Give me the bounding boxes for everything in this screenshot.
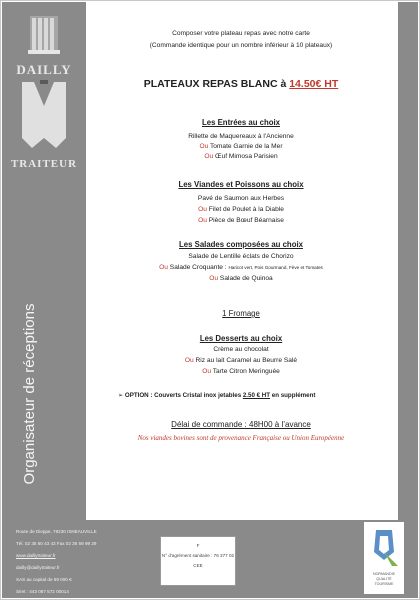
ou-label: Ou — [198, 206, 207, 213]
cert-line-3: CEE — [193, 563, 203, 568]
salade-item-2-text: Salade Croquante : — [169, 264, 229, 271]
entree-item-2-text: Tomate Garnie de la Mer — [209, 143, 283, 150]
address: Route de Dieppe, 76230 ISNEAUVILLE — [16, 529, 97, 534]
entree-item-3-text: Œuf Mimosa Parisien — [214, 153, 278, 160]
ou-label: Ou — [184, 357, 194, 364]
quality-line-3: TOURISME — [374, 582, 394, 586]
ou-label: Ou — [209, 275, 219, 282]
section-desserts-title: Les Desserts au choix — [199, 334, 283, 343]
website-link[interactable]: www.daillytraiteur.fr — [16, 553, 56, 558]
ou-label: Ou — [198, 217, 207, 224]
entree-item-3 — [88, 153, 394, 160]
dailly-logo — [2, 10, 86, 190]
phone-fax: Tél. 02 35 60 43 43 Fax 02 35 59 99 29 — [16, 541, 97, 546]
dessert-item-2 — [88, 357, 394, 364]
vertical-tagline: Organisateur de réceptions — [21, 303, 38, 485]
section-viandes-title: Les Viandes et Poissons au choix — [178, 180, 304, 189]
quality-label — [364, 522, 404, 594]
dessert-item-1: Crème au chocolat — [213, 346, 269, 353]
ou-label: Ou — [159, 264, 168, 271]
intro-line-2: (Commande identique pour un nombre inférieur à 10 plateaux) — [149, 42, 333, 49]
fromage-line: 1 Fromage — [222, 309, 260, 318]
siret: Siret : 443 087 572 00014 — [16, 589, 69, 594]
email-link[interactable]: dailly@daillytraiteur.fr — [16, 565, 60, 570]
left-sidebar — [2, 2, 86, 520]
provenance-note: Nos viandes bovines sont de provenance Française ou Union Européenne — [137, 434, 345, 442]
brand-name: DAILLY — [16, 62, 72, 77]
salade-item-2 — [88, 264, 394, 271]
capital: SAS au capital de 69 000 € — [16, 577, 72, 582]
intro-line-1: Composer votre plateau repas avec notre carte — [172, 30, 310, 37]
viande-item-2-text: Filet de Poulet à la Diable — [208, 206, 284, 213]
delai-line: Délai de commande : 48H00 à l’avance — [171, 420, 311, 429]
menu-content — [88, 2, 394, 520]
brand-subtitle: TRAITEUR — [10, 158, 78, 170]
quality-line-2: QUALITÉ — [376, 577, 392, 581]
ou-label: Ou — [202, 368, 211, 375]
arrow-icon: ➢ — [118, 392, 124, 399]
salade-item-1: Salade de Lentille éclats de Chorizo — [188, 253, 294, 260]
salade-item-3-text: Salade de Quinoa — [219, 275, 273, 282]
section-salades-title: Les Salades composées au choix — [179, 240, 303, 249]
cert-line-2: N° d'agrément sanitaire : 76 377 02 — [161, 553, 235, 558]
entree-item-2 — [88, 143, 394, 150]
option-price: 2.50 € HT — [242, 392, 271, 399]
dessert-item-3 — [88, 368, 394, 375]
salade-item-2-detail: Haricot vert, Pois Gourmand, Fève et Tomates — [228, 265, 323, 270]
title-price: 14.50€ HT — [289, 78, 339, 90]
salade-item-3 — [88, 275, 394, 282]
title-text: PLATEAUX REPAS BLANC à — [143, 78, 290, 90]
entree-item-1: Rillette de Maquereaux à l’Ancienne — [188, 133, 294, 140]
section-entrees-title: Les Entrées au choix — [202, 118, 280, 127]
sanitary-approval-stamp — [160, 536, 236, 586]
ou-label: Ou — [199, 143, 209, 150]
ou-label: Ou — [204, 153, 214, 160]
footer — [2, 520, 418, 598]
dessert-item-3-text: Tarte Citron Meringuée — [212, 368, 280, 375]
quality-q-logo-icon — [364, 522, 404, 570]
viande-item-1: Pavé de Saumon aux Herbes — [197, 195, 285, 202]
quality-line-1: NORMANDIE — [373, 572, 395, 576]
contact-info — [16, 526, 156, 598]
quality-text — [364, 572, 404, 587]
cert-line-1: F — [196, 543, 200, 548]
viande-item-3 — [88, 217, 394, 224]
dessert-item-2-text: Riz au lait Caramel au Beurre Salé — [195, 357, 298, 364]
option-suffix: en supplément — [270, 392, 316, 399]
option-label: OPTION : Couverts Cristal inox jetables — [124, 392, 243, 399]
option-line — [118, 392, 315, 399]
page-title — [88, 78, 394, 90]
right-strip — [398, 2, 418, 520]
viande-item-2 — [88, 206, 394, 213]
viande-item-3-text: Pièce de Bœuf Béarnaise — [208, 217, 284, 224]
